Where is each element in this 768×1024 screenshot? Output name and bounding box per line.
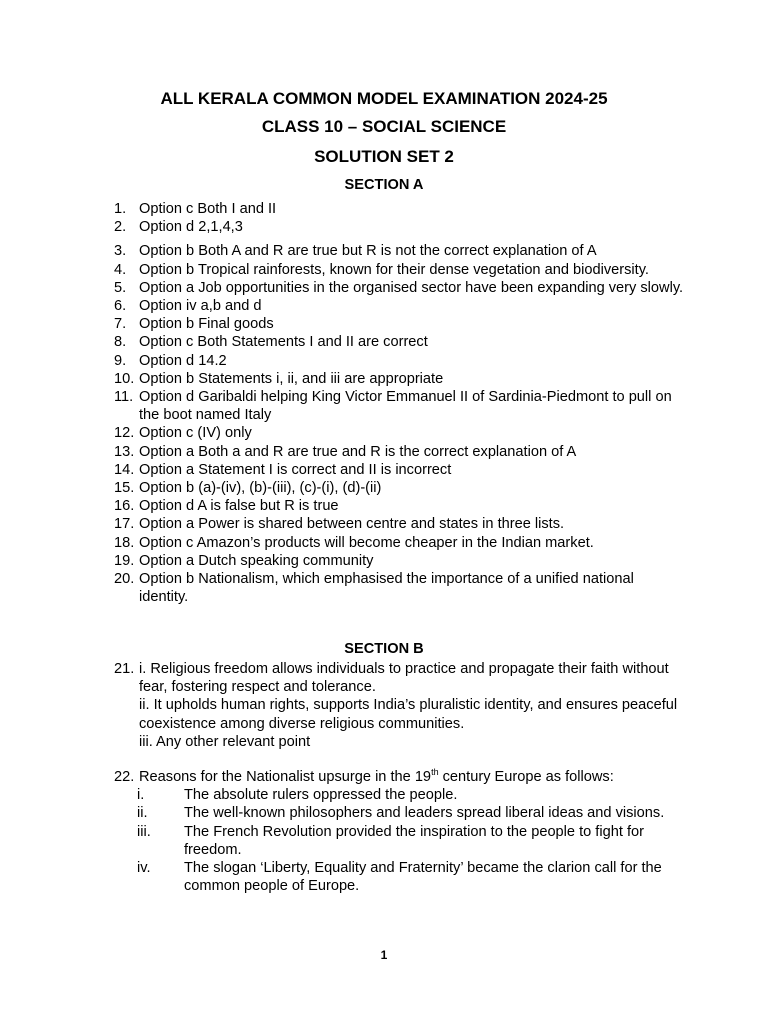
- answer-item: 12. Option c (IV) only: [114, 425, 252, 442]
- answer-item: 19. Option a Dutch speaking community: [114, 552, 374, 569]
- answer-item: 3. Option b Both A and R are true but R is not the correct explanation of A: [114, 243, 597, 260]
- answer-item: 2. Option d 2,1,4,3: [114, 219, 243, 236]
- reason-item: iii. The French Revolution provided the inspiration to the people to fight for freedom.: [137, 823, 644, 858]
- answer-item: 10. Option b Statements i, ii, and iii are appropriate: [114, 370, 444, 387]
- answer-point: iii. Any other relevant point: [139, 733, 311, 750]
- section-b-heading: SECTION B: [344, 641, 424, 657]
- question-22-intro: Reasons for the Nationalist upsurge in the 19th century Europe as follows:: [139, 767, 614, 785]
- class-subject-heading: CLASS 10 – SOCIAL SCIENCE: [261, 117, 507, 136]
- section-a-heading: SECTION A: [344, 177, 424, 193]
- answer-item: 4. Option b Tropical rainforests, known for their dense vegetation and biodiversity.: [114, 261, 649, 278]
- answer-point: ii. It upholds human rights, supports India’s pluralistic identity, and ensures peaceful coexistence among diverse religious communities.: [139, 697, 678, 732]
- answer-item: 7. Option b Final goods: [114, 316, 274, 333]
- page-number: 1: [380, 948, 388, 962]
- answer-item: 16. Option d A is false but R is true: [114, 498, 339, 515]
- reasons-list: [114, 786, 684, 895]
- reason-item: i. The absolute rulers oppressed the people.: [137, 787, 458, 804]
- answer-item: 13. Option a Both a and R are true and R is the correct explanation of A: [114, 443, 577, 460]
- answer-item: 9. Option d 14.2: [114, 352, 227, 369]
- answer-item: 14. Option a Statement I is correct and II is incorrect: [114, 461, 452, 478]
- answer-item: 8. Option c Both Statements I and II are correct: [114, 334, 428, 351]
- answer-item: 5. Option a Job opportunities in the organised sector have been expanding very slowly.: [114, 279, 684, 296]
- reason-item: ii. The well-known philosophers and leaders spread liberal ideas and visions.: [137, 805, 665, 822]
- answer-item: 20. Option b Nationalism, which emphasised the importance of a unified national identity.: [114, 571, 634, 606]
- answer-item: 17. Option a Power is shared between centre and states in three lists.: [114, 516, 565, 533]
- question-21-answer: 21. i. Religious freedom allows individuals to practice and propagate their faith without fear, fostering respect and tolerance. ii. It upholds human rights, supports India’s pluralistic identity, and ensures peaceful coexistence among diverse religious communities. iii. Any other relevant point: [114, 660, 684, 751]
- exam-title: ALL KERALA COMMON MODEL EXAMINATION 2024-25: [160, 89, 608, 108]
- answer-item: 1. Option c Both I and II: [114, 201, 277, 217]
- answer-item: 15. Option b (a)-(iv), (b)-(iii), (c)-(i), (d)-(ii): [114, 480, 382, 497]
- answer-point: i. Religious freedom allows individuals to practice and propagate their faith without fear, fostering respect and tolerance.: [139, 661, 669, 696]
- reason-item: iv. The slogan ‘Liberty, Equality and Fraternity’ became the clarion call for the common people of Europe.: [137, 860, 662, 895]
- question-22-answer: 22. Reasons for the Nationalist upsurge in the 19th century Europe as follows: i. The absolute rulers oppressed the people. ii. The well-known philosophers and leaders spread liberal ideas and visions. iii. The French Revolution provided the inspiration to the people to fight for freedom. iv. The slogan ‘Liberty, Equality and Fraternity’ became the clarion call for the common people of Europe.: [114, 768, 684, 895]
- section-a-answer-list: [114, 200, 684, 606]
- answer-item: 18. Option c Amazon’s products will become cheaper in the Indian market.: [114, 534, 594, 551]
- answer-item: 6. Option iv a,b and d: [114, 298, 262, 315]
- solution-set-heading: SOLUTION SET 2: [314, 147, 454, 166]
- answer-item: 11. Option d Garibaldi helping King Victor Emmanuel II of Sardinia-Piedmont to pull on the boot named Italy: [114, 389, 672, 424]
